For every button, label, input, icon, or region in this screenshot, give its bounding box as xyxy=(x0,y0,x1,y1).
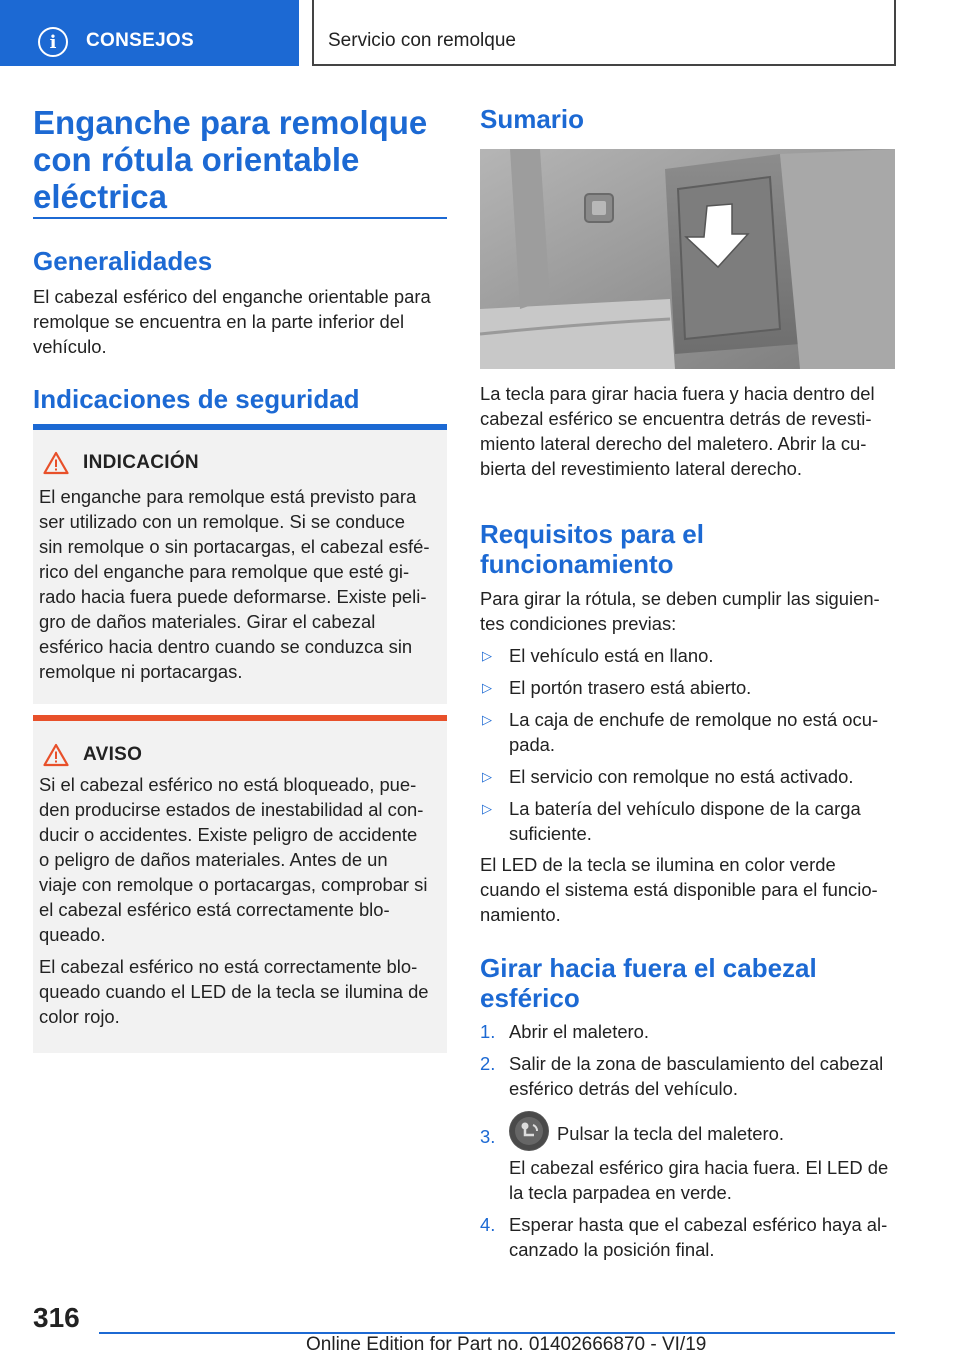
trailer-hitch-key-icon xyxy=(509,1111,549,1151)
list-item-text: La caja de enchufe de remolque no está ocu‐ xyxy=(509,709,879,730)
text-line: esférico hacia dentro cuando se conduzca sin xyxy=(39,636,413,657)
title-line: con rótula orientable xyxy=(33,141,360,178)
text-line: gro de daños materiales. Girar el cabezal xyxy=(39,611,376,632)
seguridad-heading: Indicaciones de seguridad xyxy=(33,384,360,414)
text-line: ducir o accidentes. Existe peligro de accidente xyxy=(39,824,418,845)
step-number: 3. xyxy=(480,1126,496,1147)
sumario-caption xyxy=(480,381,895,481)
step-text: canzado la posición final. xyxy=(509,1239,715,1260)
triangle-bullet-icon: ▷ xyxy=(482,648,492,663)
warning-triangle-icon xyxy=(43,451,69,475)
list-item xyxy=(480,796,895,846)
title-divider xyxy=(33,217,447,219)
page-title xyxy=(33,104,447,215)
text-line: El cabezal esférico del enganche orientable para xyxy=(33,286,431,307)
text-line: el cabezal esférico está correctamente blo‐ xyxy=(39,899,390,920)
text-line: queado. xyxy=(39,924,106,945)
page-number: 316 xyxy=(33,1302,80,1333)
led-text xyxy=(480,852,895,927)
steps-list xyxy=(480,1019,895,1262)
generalidades-text xyxy=(33,284,447,359)
heading-line: funcionamiento xyxy=(480,549,674,579)
info-icon: i xyxy=(38,27,68,57)
notice-text xyxy=(39,484,443,684)
step-item xyxy=(480,1115,895,1205)
warning-triangle-icon xyxy=(43,743,69,767)
header-tab[interactable] xyxy=(0,0,299,66)
heading-line: Girar hacia fuera el cabezal xyxy=(480,953,817,983)
text-line: El LED de la tecla se ilumina en color verde xyxy=(480,854,836,875)
requisitos-list xyxy=(480,643,895,846)
list-item-text: El vehículo está en llano. xyxy=(509,645,714,666)
triangle-bullet-icon: ▷ xyxy=(482,680,492,695)
list-item xyxy=(480,643,895,668)
text-line: Para girar la rótula, se deben cumplir las siguien‐ xyxy=(480,588,880,609)
step-text: Salir de la zona de basculamiento del cabezal xyxy=(509,1053,884,1074)
step-item xyxy=(480,1212,895,1262)
list-item-text: El servicio con remolque no está activado. xyxy=(509,766,854,787)
text-line: remolque se encuentra en la parte inferior del xyxy=(33,311,405,332)
generalidades-heading: Generalidades xyxy=(33,246,213,276)
step-subtext: la tecla parpadea en verde. xyxy=(509,1182,732,1203)
notice-label: AVISO xyxy=(83,744,143,765)
title-line: eléctrica xyxy=(33,178,167,215)
text-line: viaje con remolque o portacargas, comprobar si xyxy=(39,874,428,895)
text-line: sin remolque o sin portacargas, el cabezal esfé‐ xyxy=(39,536,430,557)
header-tab-label: CONSEJOS xyxy=(86,30,194,51)
text-line: Si el cabezal esférico no está bloqueado, pue‐ xyxy=(39,774,417,795)
notice-header xyxy=(43,743,142,767)
notice-text xyxy=(39,772,443,1029)
girar-heading xyxy=(480,953,817,1013)
section-title: Servicio con remolque xyxy=(328,30,516,51)
text-line: queado cuando el LED de la tecla se ilumina de xyxy=(39,981,429,1002)
text-line: den producirse estados de inestabilidad al con‐ xyxy=(39,799,424,820)
text-line: miento lateral derecho del maletero. Abrir la cu‐ xyxy=(480,433,867,454)
text-line: tes condiciones previas: xyxy=(480,613,677,634)
step-number: 2. xyxy=(480,1053,496,1074)
list-item-text: La batería del vehículo dispone de la carga xyxy=(509,798,861,819)
step-number: 1. xyxy=(480,1021,496,1042)
triangle-bullet-icon: ▷ xyxy=(482,712,492,727)
step-text: Esperar hasta que el cabezal esférico haya al‐ xyxy=(509,1214,888,1235)
notice-indicacion xyxy=(33,424,447,704)
text-line: color rojo. xyxy=(39,1006,120,1027)
header-section xyxy=(312,0,896,66)
list-item xyxy=(480,764,895,789)
title-line: Enganche para remolque xyxy=(33,104,428,141)
step-text: Abrir el maletero. xyxy=(509,1021,650,1042)
heading-line: Requisitos para el xyxy=(480,519,704,549)
step-subtext: El cabezal esférico gira hacia fuera. El LED de xyxy=(509,1157,889,1178)
requisitos-heading xyxy=(480,519,704,579)
text-line: rado hacia fuera puede deformarse. Existe peli‐ xyxy=(39,586,427,607)
text-line: ser utilizado con un remolque. Si se conduce xyxy=(39,511,405,532)
list-item xyxy=(480,707,895,757)
text-line: vehículo. xyxy=(33,336,107,357)
notice-header xyxy=(43,451,199,475)
notice-aviso xyxy=(33,715,447,1053)
step-item xyxy=(480,1051,895,1101)
list-item-text: pada. xyxy=(509,734,556,755)
trunk-illustration xyxy=(480,149,895,369)
sumario-heading: Sumario xyxy=(480,104,585,134)
footer-edition: Online Edition for Part no. 01402666870 - VI/19 xyxy=(306,1334,707,1355)
notice-bar xyxy=(33,715,447,721)
triangle-bullet-icon: ▷ xyxy=(482,769,492,784)
step-item xyxy=(480,1019,895,1044)
notice-bar xyxy=(33,424,447,430)
text-line: remolque ni portacargas. xyxy=(39,661,243,682)
heading-line: esférico xyxy=(480,983,580,1013)
text-line: o peligro de daños materiales. Antes de un xyxy=(39,849,388,870)
list-item-text: suficiente. xyxy=(509,823,592,844)
text-line: El cabezal esférico no está correctamente blo‐ xyxy=(39,956,418,977)
text-line: namiento. xyxy=(480,904,561,925)
text-line: bierta del revestimiento lateral derecho. xyxy=(480,458,803,479)
triangle-bullet-icon: ▷ xyxy=(482,801,492,816)
text-line: cabezal esférico se encuentra detrás de revesti‐ xyxy=(480,408,872,429)
step-number: 4. xyxy=(480,1214,496,1235)
text-line: rico del enganche para remolque que esté gi‐ xyxy=(39,561,410,582)
text-line: La tecla para girar hacia fuera y hacia dentro del xyxy=(480,383,875,404)
requisitos-intro xyxy=(480,586,895,636)
trunk-photo xyxy=(480,149,895,369)
text-line: cuando el sistema está disponible para el funcio‐ xyxy=(480,879,878,900)
list-item-text: El portón trasero está abierto. xyxy=(509,677,752,698)
step-text: esférico detrás del vehículo. xyxy=(509,1078,738,1099)
list-item xyxy=(480,675,895,700)
step-text: Pulsar la tecla del maletero. xyxy=(557,1122,784,1144)
text-line: El enganche para remolque está previsto para xyxy=(39,486,417,507)
notice-label: INDICACIÓN xyxy=(83,452,199,473)
